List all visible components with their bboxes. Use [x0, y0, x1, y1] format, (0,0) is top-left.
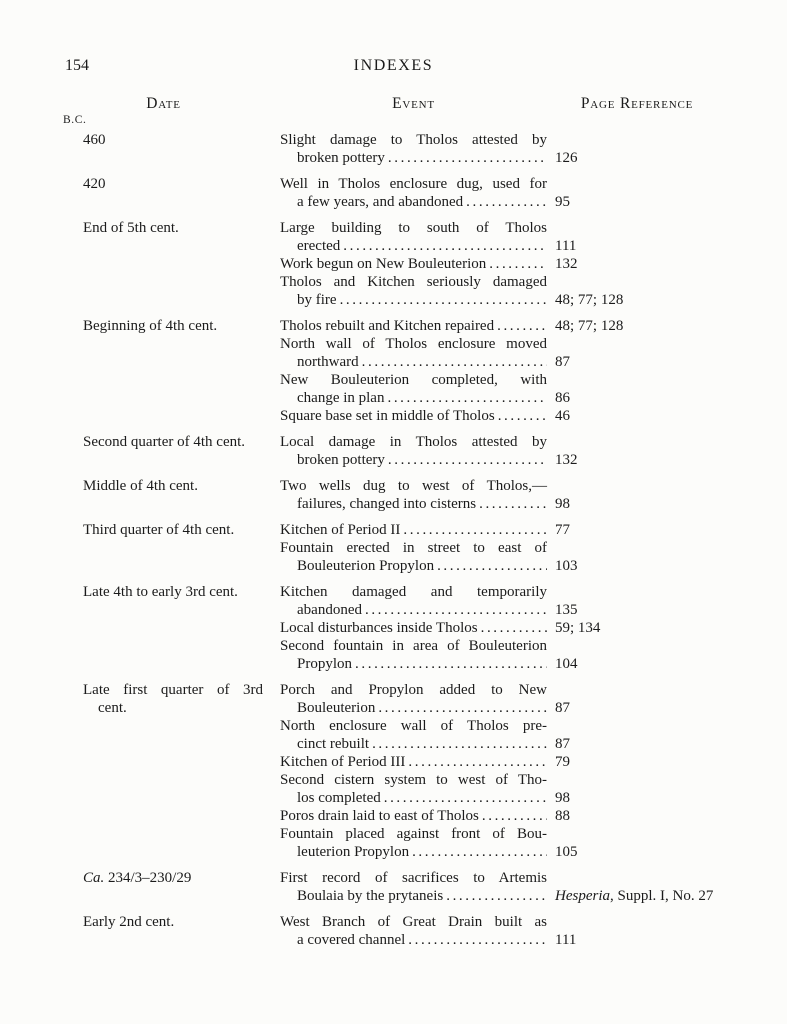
event-cell: [280, 681, 787, 861]
page-reference: 126: [555, 150, 578, 166]
event-line-text: [280, 317, 547, 335]
page-reference: 48; 77; 128: [555, 318, 624, 334]
event-line-text: [280, 699, 547, 717]
event-line-text: [280, 521, 547, 539]
event-cell: [280, 175, 787, 211]
date-cell: [83, 913, 280, 949]
dot-leader: [482, 807, 547, 825]
event-cell: [280, 433, 787, 469]
event-line-text: [280, 237, 547, 255]
page-number: 154: [65, 57, 89, 74]
page-reference: 105: [555, 844, 578, 860]
event-cell: [280, 521, 787, 575]
event-line: [280, 495, 787, 513]
event-line-text: [280, 789, 547, 807]
page-reference: 95: [555, 194, 570, 210]
date-line: Third quarter of 4th cent.: [83, 522, 235, 538]
column-header-event: Event: [392, 95, 435, 112]
page-reference: 132: [555, 256, 578, 272]
event-line: [280, 557, 787, 575]
chronology-table: [0, 131, 787, 949]
event-text: Kitchen of Period II: [280, 522, 401, 538]
date-line: Beginning of 4th cent.: [83, 318, 218, 334]
event-cell: [280, 583, 787, 673]
event-cell: [280, 317, 787, 425]
page-reference: 79: [555, 754, 570, 770]
dot-leader: [365, 601, 547, 619]
event-text: Bouleuterion Propylon: [297, 558, 435, 574]
event-line: [280, 451, 787, 469]
date-cell: [83, 131, 280, 167]
dot-leader: [403, 521, 547, 539]
event-text: broken pottery: [297, 452, 385, 468]
event-line: [280, 843, 787, 861]
page-reference: 86: [555, 390, 570, 406]
date-line: Early 2nd cent.: [83, 914, 175, 930]
table-row: [83, 913, 787, 949]
event-line-text: [280, 193, 547, 211]
event-line: Second cistern system to west of Tho-: [280, 772, 547, 788]
event-cell: [280, 219, 787, 309]
page-reference: 103: [555, 558, 578, 574]
dot-leader: [362, 353, 547, 371]
dot-leader: [343, 237, 547, 255]
page-reference: 48; 77; 128: [555, 292, 624, 308]
event-line: Tholos and Kitchen seriously damaged: [280, 274, 547, 290]
event-line-text: [280, 807, 547, 825]
event-line-text: [280, 353, 547, 371]
event-text: a few years, and abandoned: [297, 194, 464, 210]
plain-text: , Suppl. I, No. 27: [610, 888, 714, 904]
date-cell: [83, 175, 280, 211]
event-text: Kitchen of Period III: [280, 754, 406, 770]
event-line: [280, 931, 787, 949]
page-reference: 87: [555, 736, 570, 752]
dot-leader: [408, 931, 547, 949]
event-line: [280, 753, 787, 771]
event-line-text: [280, 255, 547, 273]
event-line-text: [280, 655, 547, 673]
dot-leader: [384, 789, 547, 807]
date-cell: [83, 219, 280, 309]
event-line-text: [280, 451, 547, 469]
event-text: Local disturbances inside Tholos: [280, 620, 478, 636]
table-row: [83, 175, 787, 211]
date-line: Middle of 4th cent.: [83, 478, 198, 494]
table-row: [83, 869, 787, 905]
event-line-text: [280, 843, 547, 861]
page-reference: 87: [555, 700, 570, 716]
page-reference: [547, 887, 713, 905]
italic-text: Hesperia: [555, 888, 610, 904]
event-line: [280, 193, 787, 211]
date-cell: [83, 583, 280, 673]
event-line-text: [280, 735, 547, 753]
event-text: leuterion Propylon: [297, 844, 410, 860]
page-header: [0, 57, 787, 75]
event-line: [280, 317, 787, 335]
event-text: failures, changed into cisterns: [297, 496, 477, 512]
event-line: [280, 655, 787, 673]
event-line: [280, 149, 787, 167]
event-line-text: [280, 931, 547, 949]
page-reference: 88: [555, 808, 570, 824]
dot-leader: [388, 149, 547, 167]
plain-text: 234/3–230/29: [104, 870, 192, 886]
page-reference: 77: [555, 522, 570, 538]
table-row: [83, 521, 787, 575]
dot-leader: [388, 451, 547, 469]
event-text: Boulaia by the prytaneis: [297, 888, 444, 904]
event-line: [280, 699, 787, 717]
dot-leader: [479, 495, 547, 513]
event-text: los completed: [297, 790, 381, 806]
event-text: abandoned: [297, 602, 362, 618]
event-text: a covered channel: [297, 932, 406, 948]
event-line: Local damage in Tholos attested by: [280, 434, 547, 450]
event-line: First record of sacrifices to Artemis: [280, 870, 547, 886]
event-text: Bouleuterion: [297, 700, 376, 716]
table-row: [83, 317, 787, 425]
table-row: [83, 219, 787, 309]
event-line: [280, 407, 787, 425]
event-line: [280, 237, 787, 255]
table-row: [83, 477, 787, 513]
date-line: Late first quarter of 3rd: [83, 682, 263, 698]
event-line: Large building to south of Tholos: [280, 220, 547, 236]
page-reference: 59; 134: [555, 620, 601, 636]
dot-leader: [437, 557, 547, 575]
event-line: North wall of Tholos enclosure moved: [280, 336, 547, 352]
page-reference: 98: [555, 790, 570, 806]
event-line: [280, 291, 787, 309]
event-cell: [280, 477, 787, 513]
event-line: [280, 255, 787, 273]
event-line: New Bouleuterion completed, with: [280, 372, 547, 388]
dot-leader: [340, 291, 547, 309]
italic-text: Ca.: [83, 870, 105, 886]
event-text: change in plan: [297, 390, 385, 406]
event-line-text: [280, 291, 547, 309]
event-text: broken pottery: [297, 150, 385, 166]
dot-leader: [412, 843, 547, 861]
page-reference: 104: [555, 656, 578, 672]
event-line: [280, 521, 787, 539]
event-line-text: [280, 149, 547, 167]
event-line: [280, 619, 787, 637]
event-text: by fire: [297, 292, 337, 308]
date-line: Second quarter of 4th cent.: [83, 434, 246, 450]
dot-leader: [489, 255, 547, 273]
date-line: End of 5th cent.: [83, 220, 179, 236]
page-reference: 87: [555, 354, 570, 370]
event-line: [280, 389, 787, 407]
event-line-text: [280, 887, 547, 905]
table-row: [83, 583, 787, 673]
event-line: Well in Tholos enclosure dug, used for: [280, 176, 547, 192]
page-reference: 46: [555, 408, 570, 424]
event-line-text: [280, 557, 547, 575]
event-text: Poros drain laid to east of Tholos: [280, 808, 479, 824]
date-cell: [83, 521, 280, 575]
dot-leader: [408, 753, 547, 771]
event-line-text: [280, 619, 547, 637]
dot-leader: [466, 193, 547, 211]
dot-leader: [497, 317, 547, 335]
event-line: Fountain erected in street to east of: [280, 540, 547, 556]
event-text: Propylon: [297, 656, 353, 672]
dot-leader: [387, 389, 547, 407]
table-header: [83, 95, 787, 113]
event-line: Kitchen damaged and temporarily: [280, 584, 547, 600]
event-line: Second fountain in area of Bouleuterion: [280, 638, 547, 654]
event-line-text: [280, 389, 547, 407]
date-line: cent.: [98, 700, 127, 716]
event-line-text: [280, 753, 547, 771]
date-line: Late 4th to early 3rd cent.: [83, 584, 238, 600]
event-line: [280, 789, 787, 807]
event-line: [280, 353, 787, 371]
date-cell: [83, 433, 280, 469]
dot-leader: [355, 655, 547, 673]
event-line: [280, 887, 787, 905]
event-line: [280, 601, 787, 619]
column-header-page-reference: Page Reference: [580, 95, 694, 112]
table-row: [83, 433, 787, 469]
event-line-text: [280, 495, 547, 513]
page-reference: 98: [555, 496, 570, 512]
event-line: [280, 807, 787, 825]
event-cell: [280, 913, 787, 949]
date-line: 460: [83, 132, 106, 148]
date-line: 420: [83, 176, 106, 192]
date-cell: [83, 869, 280, 905]
dot-leader: [498, 407, 547, 425]
event-line: Slight damage to Tholos attested by: [280, 132, 547, 148]
column-header-date: Date: [146, 95, 181, 112]
event-line-text: [280, 601, 547, 619]
event-line: North enclosure wall of Tholos pre-: [280, 718, 547, 734]
event-line: Porch and Propylon added to New: [280, 682, 547, 698]
dot-leader: [372, 735, 547, 753]
page-reference: 135: [555, 602, 578, 618]
date-cell: [83, 681, 280, 861]
event-text: cinct rebuilt: [297, 736, 370, 752]
event-line: Fountain placed against front of Bou-: [280, 826, 547, 842]
table-row: [83, 131, 787, 167]
event-text: northward: [297, 354, 359, 370]
event-line: West Branch of Great Drain built as: [280, 914, 547, 930]
era-label: B.C.: [63, 114, 87, 126]
event-line-text: [280, 407, 547, 425]
page-title: INDEXES: [353, 57, 434, 74]
dot-leader: [378, 699, 547, 717]
event-text: Square base set in middle of Tholos: [280, 408, 495, 424]
table-row: [83, 681, 787, 861]
page-reference: 111: [555, 932, 577, 948]
event-cell: [280, 131, 787, 167]
dot-leader: [481, 619, 547, 637]
date-cell: [83, 317, 280, 425]
date-line: [83, 869, 263, 887]
event-cell: [280, 869, 787, 905]
event-text: Work begun on New Bouleuterion: [280, 256, 487, 272]
dot-leader: [446, 887, 547, 905]
date-cell: [83, 477, 280, 513]
event-line: Two wells dug to west of Tholos,—: [280, 478, 547, 494]
event-text: erected: [297, 238, 341, 254]
page-reference: 132: [555, 452, 578, 468]
page-reference: 111: [555, 238, 577, 254]
event-text: Tholos rebuilt and Kitchen repaired: [280, 318, 495, 334]
event-line: [280, 735, 787, 753]
